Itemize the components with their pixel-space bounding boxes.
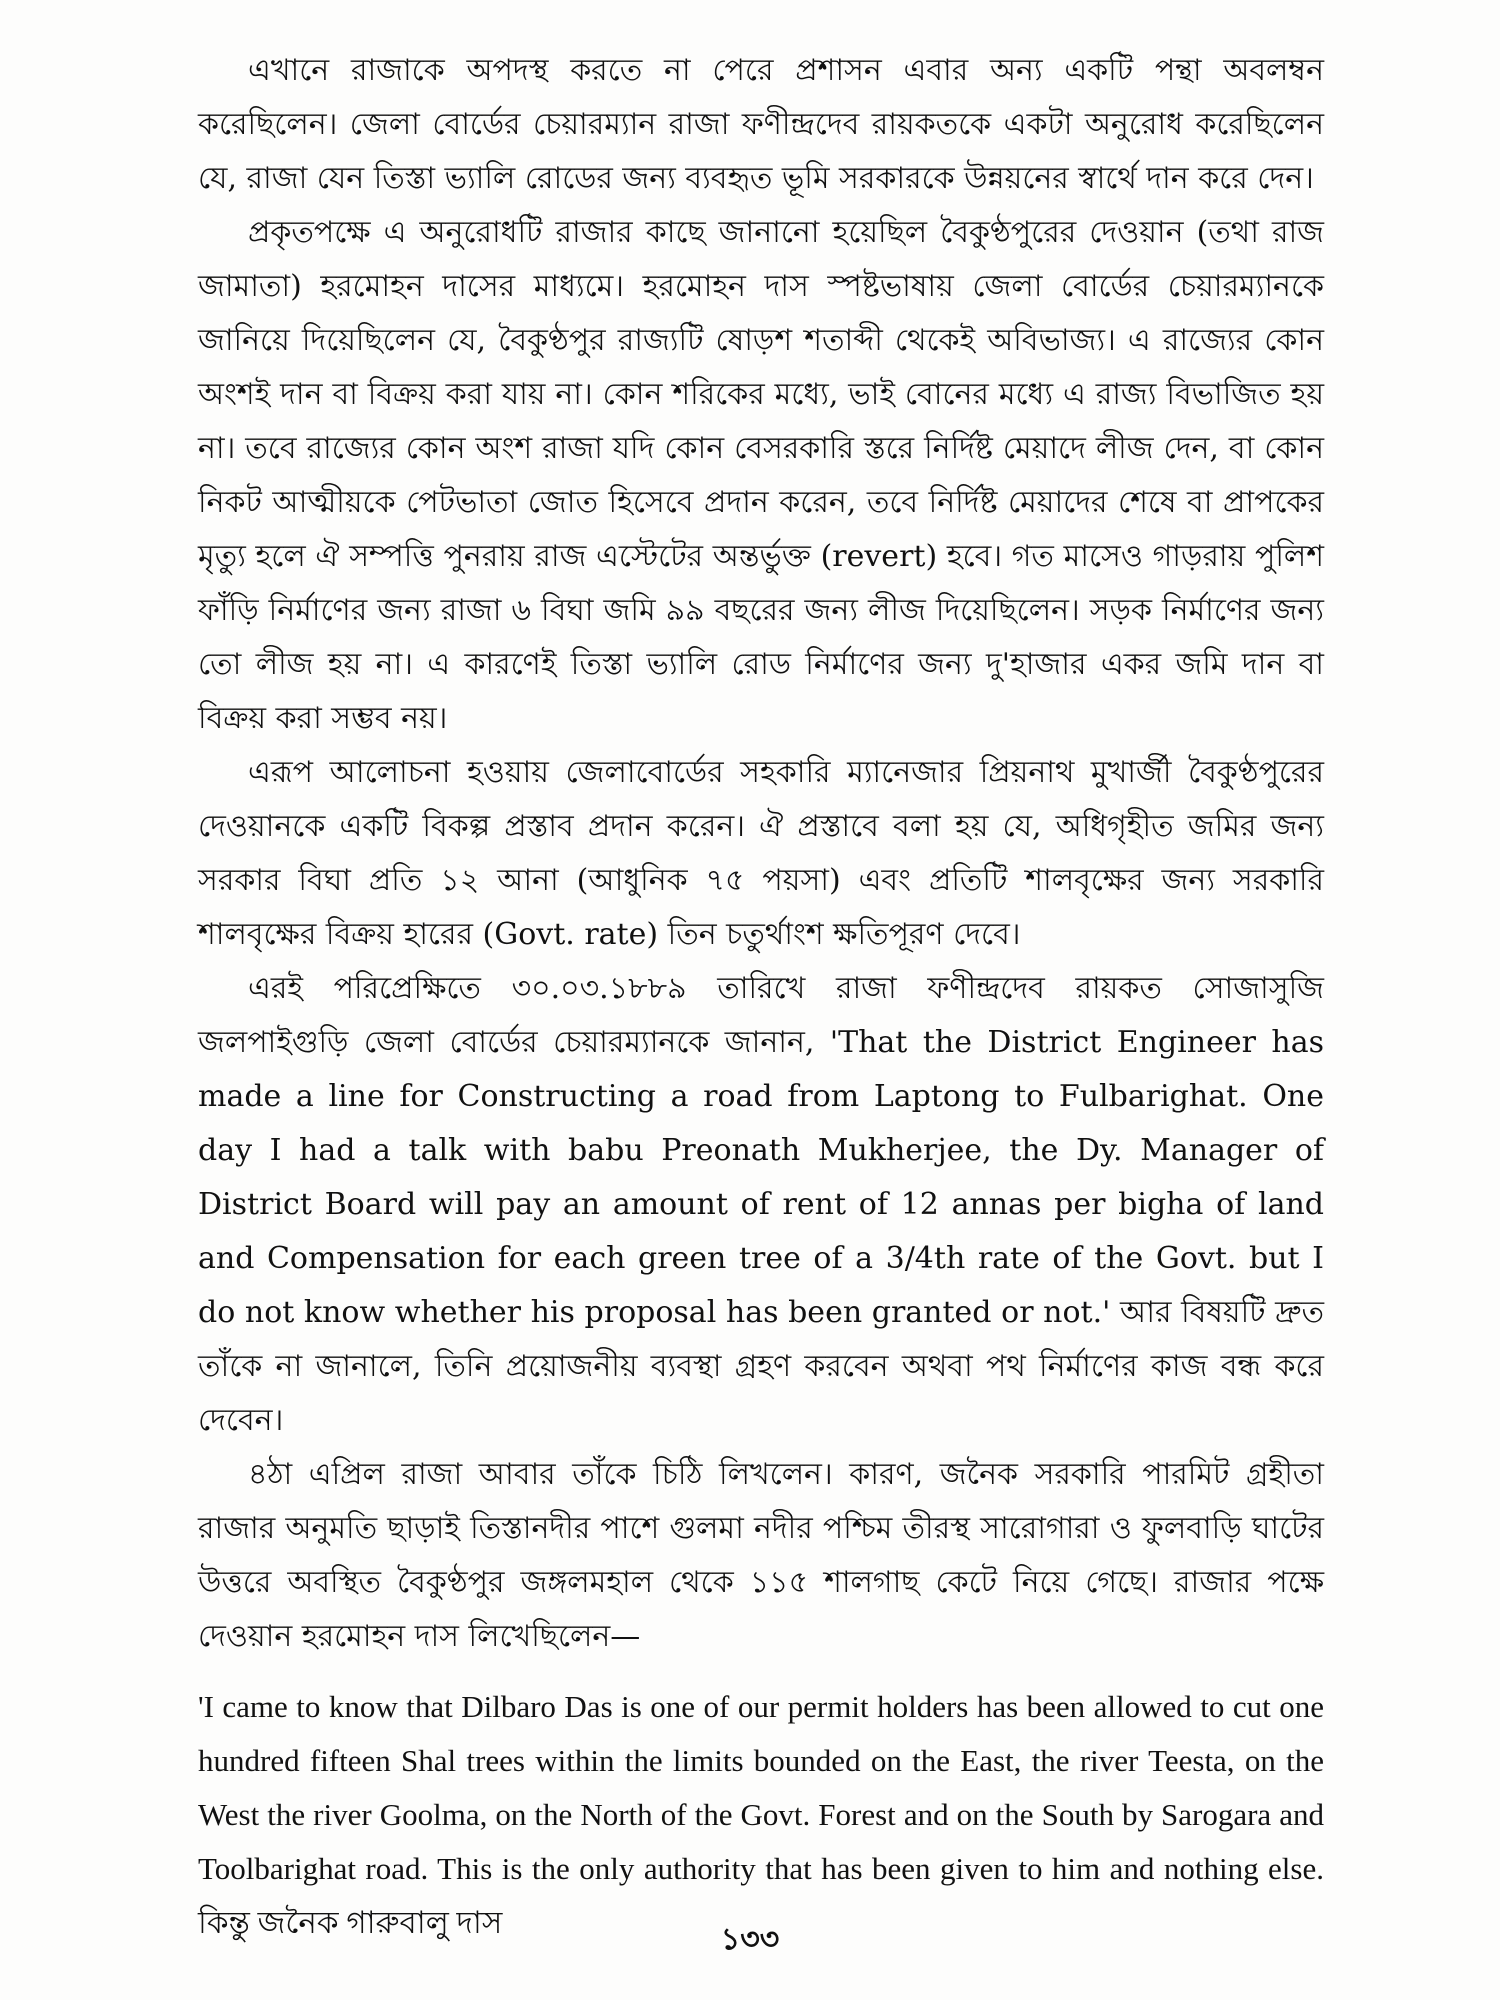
paragraph-1: এখানে রাজাকে অপদস্থ করতে না পেরে প্রশাসন এবার অন্য একটি পন্থা অবলম্বন করেছিলেন। জেলা বোর্ডের চেয়ারম্যান রাজা ফণীন্দ্রদেব রায়কতকে একটা অনুরোধ করেছিলেন যে, রাজা যেন তিস্তা ভ্যালি রোডের জন্য ব্যবহৃত ভূমি সরকারকে উন্নয়নের স্বার্থে দান করে দেন। <box>198 53 1324 196</box>
body-text <box>198 44 1324 1950</box>
paragraph-6-quote: 'I came to know that Dilbaro Das is one of our permit holders has been allowed to cut one hundred fifteen Shal trees within the limits bounded on the East, the river Teesta, on the West the river Goolma, on the North of the Govt. Forest and on the South by Sarogara and Toolbarighat road. This is the only authority that has been given to him and nothing else. কিন্তু জনৈক গারুবালু দাস <box>198 1689 1324 1940</box>
page-number: ১৩৩ <box>720 1922 780 1957</box>
paragraph-3: এরূপ আলোচনা হওয়ায় জেলাবোর্ডের সহকারি ম্যানেজার প্রিয়নাথ মুখার্জী বৈকুণ্ঠপুরের দেওয়ানকে একটি বিকল্প প্রস্তাব প্রদান করেন। ঐ প্রস্তাবে বলা হয় যে, অধিগৃহীত জমির জন্য সরকার বিঘা প্রতি ১২ আনা (আধুনিক ৭৫ পয়সা) এবং প্রতিটি শালবৃক্ষের জন্য সরকারি শালবৃক্ষের বিক্রয় হারের (Govt. rate) তিন চতুর্থাংশ ক্ষতিপূরণ দেবে। <box>198 755 1324 952</box>
paragraph-2: প্রকৃতপক্ষে এ অনুরোধটি রাজার কাছে জানানো হয়েছিল বৈকুণ্ঠপুরের দেওয়ান (তথা রাজ জামাতা) হরমোহন দাসের মাধ্যমে। হরমোহন দাস স্পষ্টভাষায় জেলা বোর্ডের চেয়ারম্যানকে জানিয়ে দিয়েছিলেন যে, বৈকুণ্ঠপুর রাজ্যটি ষোড়শ শতাব্দী থেকেই অবিভাজ্য। এ রাজ্যের কোন অংশই দান বা বিক্রয় করা যায় না। কোন শরিকের মধ্যে, ভাই বোনের মধ্যে এ রাজ্য বিভাজিত হয় না। তবে রাজ্যের কোন অংশ রাজা যদি কোন বেসরকারি স্তরে নির্দিষ্ট মেয়াদে লীজ দেন, বা কোন নিকট আত্মীয়কে পেটভাতা জোত হিসেবে প্রদান করেন, তবে নির্দিষ্ট মেয়াদের শেষে বা প্রাপকের মৃত্যু হলে ঐ সম্পত্তি পুনরায় রাজ এস্টেটের অন্তর্ভুক্ত (revert) হবে। গত মাসেও গাড়রায় পুলিশ ফাঁড়ি নির্মাণের জন্য রাজা ৬ বিঘা জমি ৯৯ বছরের জন্য লীজ দিয়েছিলেন। সড়ক নির্মাণের জন্য তো লীজ হয় না। এ কারণেই তিস্তা ভ্যালি রোড নির্মাণের জন্য দু'হাজার একর জমি দান বা বিক্রয় করা সম্ভব নয়। <box>198 215 1324 736</box>
paragraph-5: ৪ঠা এপ্রিল রাজা আবার তাঁকে চিঠি লিখলেন। কারণ, জনৈক সরকারি পারমিট গ্রহীতা রাজার অনুমতি ছাড়াই তিস্তানদীর পাশে গুলমা নদীর পশ্চিম তীরস্থ সারোগারা ও ফুলবাড়ি ঘাটের উত্তরে অবস্থিত বৈকুণ্ঠপুর জঙ্গলমহাল থেকে ১১৫ শালগাছ কেটে নিয়ে গেছে। রাজার পক্ষে দেওয়ান হরমোহন দাস লিখেছিলেন— <box>198 1457 1324 1654</box>
paragraph-4: এরই পরিপ্রেক্ষিতে ৩০.০৩.১৮৮৯ তারিখে রাজা ফণীন্দ্রদেব রায়কত সোজাসুজি জলপাইগুড়ি জেলা বোর্ডের চেয়ারম্যানকে জানান, 'That the District Engineer has made a line for Constructing a road from Laptong to Fulbarighat. One day I had a talk with babu Preonath Mukherjee, the Dy. Manager of District Board will pay an amount of rent of 12 annas per bigha of land and Compensation for each green tree of a 3/4th rate of the Govt. but I do not know whether his proposal has been granted or not.' আর বিষয়টি দ্রুত তাঁকে না জানালে, তিনি প্রয়োজনীয় ব্যবস্থা গ্রহণ করবেন অথবা পথ নির্মাণের কাজ বন্ধ করে দেবেন। <box>198 971 1324 1438</box>
